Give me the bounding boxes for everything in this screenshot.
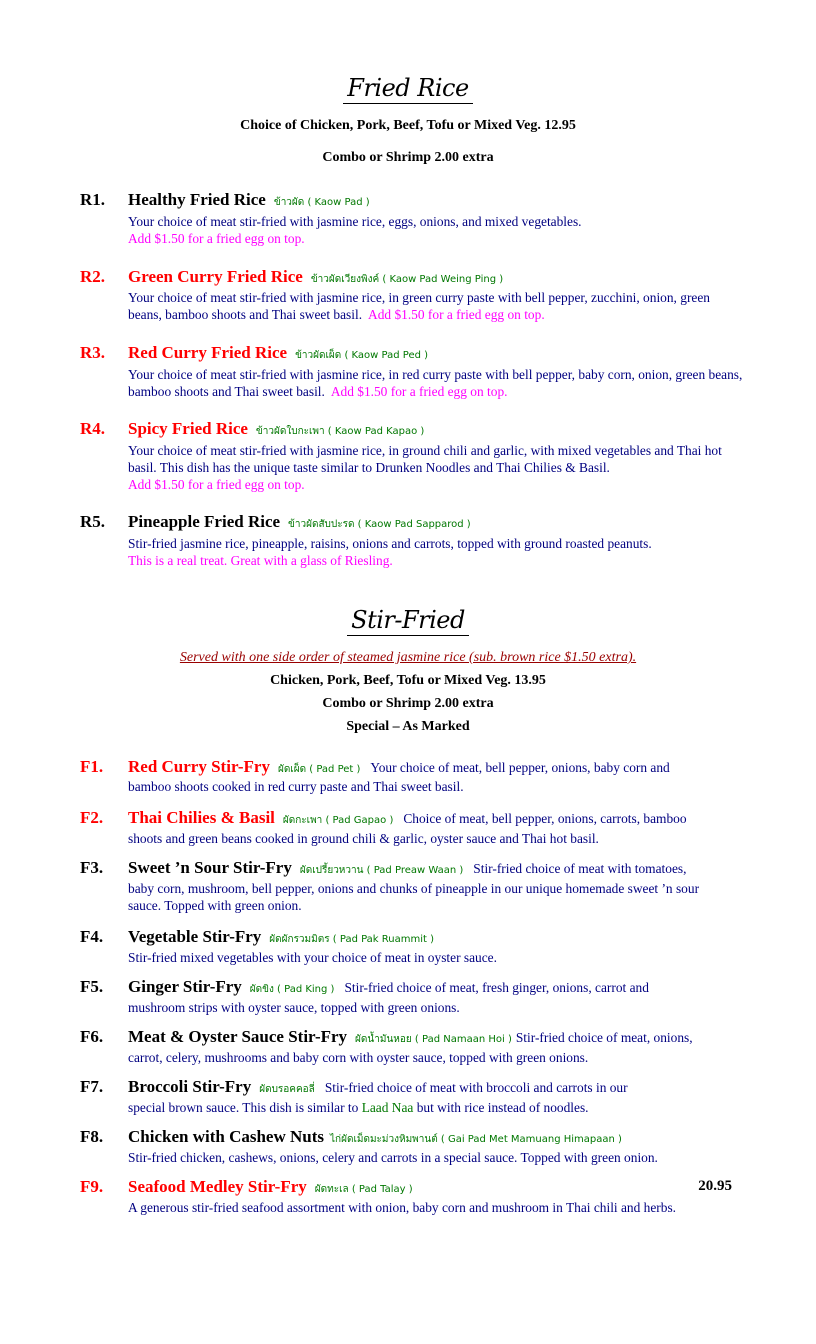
thai-name: ข้าวผัดสับปะรด ( Kaow Pad Sapparod ) [288,519,471,530]
item-code: R2. [80,267,106,286]
menu-item-name: Red Curry Fried Rice ข้าวผัดเผ็ด ( Kaow Pad Ped ) [128,343,429,362]
fried-rice-combo-line: Combo or Shrimp 2.00 extra [322,150,494,165]
item-description: Your choice of meat stir-fried with jasmine rice, in green curry paste with bell pepper, zucchini, onion, green beans, bamboo shoots and Thai sweet basil. Add $1.50 for a fried egg on top. [128,290,710,322]
menu-item-name: Sweet ’n Sour Stir-Fry ผัดเปรี้ยวหวาน ( Pad Preaw Waan ) Stir-fried choice of meat with tomatoes, [128,858,687,877]
item-note: Add $1.50 for a fried egg on top. [128,231,305,246]
item-description: Stir-fried mixed vegetables with your choice of meat in oyster sauce. [128,950,497,965]
item-code: R4. [80,419,106,438]
item-code: F8. [80,1127,104,1146]
menu-item-name: Meat & Oyster Sauce Stir-Fry ผัดน้ำมันหอย ( Pad Namaan Hoi ) Stir-fried choice of meat, onions, [128,1027,693,1046]
item-description: Stir-fried chicken, cashews, onions, celery and carrots in a special sauce. Topped with green onion. [128,1150,658,1165]
item-description: mushroom strips with oyster sauce, topped with green onions. [128,1000,460,1015]
item-code: R3. [80,343,106,362]
thai-name: ผัดผักรวมมิตร ( Pad Pak Ruammit ) [269,934,434,945]
item-description: Your choice of meat stir-fried with jasmine rice, eggs, onions, and mixed vegetables. Add $1.50 for a fried egg on top. [128,214,582,246]
item-description: Stir-fried choice of meat, onions, [515,1030,693,1045]
item-code: F1. [80,757,104,776]
thai-name: ผัดน้ำมันหอย ( Pad Namaan Hoi ) [355,1034,512,1045]
menu-item-name: Chicken with Cashew Nuts ไก่ผัดเม็ดมะม่วงหิมพานต์ ( Gai Pad Met Mamuang Himapaan ) [128,1127,622,1146]
thai-name: ผัดทะเล ( Pad Talay ) [314,1184,413,1195]
menu-item-name: Spicy Fried Rice ข้าวผัดใบกะเพา ( Kaow Pad Kapao ) [128,419,425,438]
menu-item-name: Thai Chilies & Basil ผัดกะเพา ( Pad Gapao ) Choice of meat, bell pepper, onions, carrots, bamboo [128,808,687,827]
thai-name: ผัดขิง ( Pad King ) [249,984,335,995]
item-description: carrot, celery, mushrooms and baby corn with oyster sauce, topped with green onions. [128,1050,589,1065]
thai-name: ผัดเผ็ด ( Pad Pet ) [277,764,361,775]
item-description: baby corn, mushroom, bell pepper, onions and chunks of pineapple in our unique homemade sweet ’n sour sauce. Topped with green onion. [128,881,700,913]
item-description: Stir-fried choice of meat with tomatoes, [473,861,687,876]
item-description: Your choice of meat stir-fried with jasmine rice, in ground chili and garlic, with mixed vegetables and Thai hot basil. This dish has the unique taste similar to Drunken Noodles and Thai Chilies & Basil. Add $1.50 for a fried egg on top. [128,443,722,492]
menu-item-name: Pineapple Fried Rice ข้าวผัดสับปะรด ( Kaow Pad Sapparod ) [128,512,471,531]
menu-item-name: Broccoli Stir-Fry ผัดบรอคคอลี่ Stir-fried choice of meat with broccoli and carrots in our [128,1077,628,1096]
item-description: Your choice of meat, bell pepper, onions, baby corn and [370,760,670,775]
stir-fried-price-line: Chicken, Pork, Beef, Tofu or Mixed Veg. 13.95 [270,673,546,688]
item-price: 20.95 [698,1178,732,1194]
item-description: Stir-fried choice of meat with broccoli and carrots in our [324,1080,628,1095]
item-note: Add $1.50 for a fried egg on top. [368,307,545,322]
item-description: shoots and green beans cooked in ground chili & garlic, oyster sauce and Thai hot basil. [128,831,599,846]
item-code: F7. [80,1077,104,1096]
item-description: Stir-fried jasmine rice, pineapple, raisins, onions and carrots, topped with ground roasted peanuts. This is a real treat. Great with a glass of Riesling. [128,536,652,568]
item-code: F9. [80,1177,104,1196]
served-note: Served with one side order of steamed jasmine rice (sub. brown rice $1.50 extra). [179,650,637,665]
item-code: F6. [80,1027,104,1046]
thai-name: ข้าวผัด ( Kaow Pad ) [273,197,370,208]
item-note: Add $1.50 for a fried egg on top. [330,384,508,399]
laad-naa-reference: Laad Naa [361,1100,414,1115]
item-code: R1. [80,190,106,209]
menu-item-name: Vegetable Stir-Fry ผัดผักรวมมิตร ( Pad Pak Ruammit ) [128,927,434,946]
item-code: F3. [80,858,104,877]
menu-item-name: Red Curry Stir-Fry ผัดเผ็ด ( Pad Pet ) Your choice of meat, bell pepper, onions, baby corn and [128,757,670,776]
item-description: special brown sauce. This dish is similar to Laad Naa but with rice instead of noodles. [128,1100,589,1115]
item-description: Stir-fried choice of meat, fresh ginger, onions, carrot and [344,980,649,995]
thai-name: ผัดบรอคคอลี่ [259,1084,315,1095]
item-description: bamboo shoots cooked in red curry paste and Thai sweet basil. [128,779,464,794]
stir-fried-title: Stir-Fried [0,606,816,636]
thai-name: ไก่ผัดเม็ดมะม่วงหิมพานต์ ( Gai Pad Met Mamuang Himapaan ) [330,1134,622,1145]
thai-name: ข้าวผัดเวียงพิงค์ ( Kaow Pad Weing Ping ) [310,274,504,285]
thai-name: ข้าวผัดเผ็ด ( Kaow Pad Ped ) [295,350,429,361]
thai-name: ข้าวผัดใบกะเพา ( Kaow Pad Kapao ) [255,426,425,437]
item-description: A generous stir-fried seafood assortment with onion, baby corn and mushroom in Thai chili and herbs. [128,1200,677,1215]
item-description: Choice of meat, bell pepper, onions, carrots, bamboo [403,811,687,826]
thai-name: ผัดกะเพา ( Pad Gapao ) [282,815,394,826]
item-code: F4. [80,927,104,946]
menu-item-name: Seafood Medley Stir-Fry ผัดทะเล ( Pad Talay ) [128,1177,413,1196]
item-description: Your choice of meat stir-fried with jasmine rice, in red curry paste with bell pepper, baby corn, onion, green beans, bamboo shoots and Thai sweet basil. Add $1.50 for a fried egg on top. [128,367,743,399]
menu-item-name: Healthy Fried Rice ข้าวผัด ( Kaow Pad ) [128,190,370,209]
item-code: F5. [80,977,104,996]
stir-fried-combo-line: Combo or Shrimp 2.00 extra [322,696,494,711]
item-code: R5. [80,512,106,531]
stir-fried-special-line: Special – As Marked [346,719,470,734]
item-note: This is a real treat. Great with a glass of Riesling. [128,553,393,568]
thai-name: ผัดเปรี้ยวหวาน ( Pad Preaw Waan ) [299,865,464,876]
menu-item-name: Green Curry Fried Rice ข้าวผัดเวียงพิงค์ ( Kaow Pad Weing Ping ) [128,267,504,286]
fried-rice-price-line: Choice of Chicken, Pork, Beef, Tofu or Mixed Veg. 12.95 [240,118,576,133]
menu-item-name: Ginger Stir-Fry ผัดขิง ( Pad King ) Stir-fried choice of meat, fresh ginger, onions, carrot and [128,977,649,996]
fried-rice-title: Fried Rice [0,74,816,104]
item-note: Add $1.50 for a fried egg on top. [128,477,305,492]
item-code: F2. [80,808,104,827]
